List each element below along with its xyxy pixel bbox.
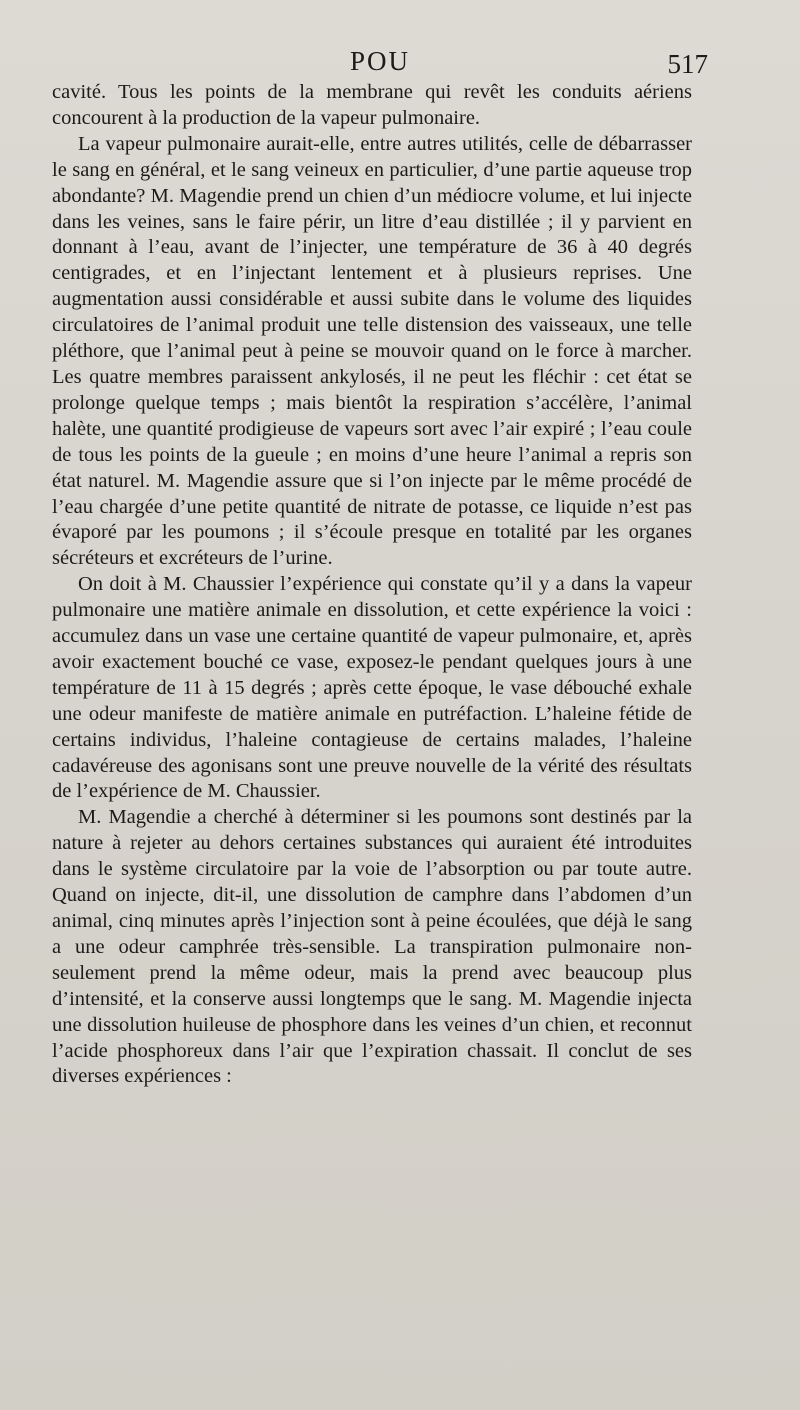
- paragraph-vapeur-pulmonaire: La vapeur pulmonaire aurait-elle, entre autres utilités, celle de débarrasser le sang en général, et le sang veineux en particulier, d’une partie aqueuse trop abondante? M. Magendie prend un chien d’un médiocre volume, et lui injecte dans les veines, sans le faire périr, un litre d’eau distillée ; il y parvient en donnant à l’eau, avant de l’injecter, une température de 36 à 40 degrés centigrades, et en l’injectant lentement et à plusieurs reprises. Une augmentation aussi considérable et aussi subite dans le volume des liquides circulatoires de l’animal produit une telle distension des vaisseaux, une telle pléthore, que l’animal peut à peine se mouvoir quand on le force à marcher. Les quatre membres paraissent ankylosés, il ne peut les fléchir : cet état se prolonge quelque temps ; mais bientôt la respiration s’accélère, l’animal halète, une quantité prodigieuse de vapeurs sort avec l’air expiré ; l’eau coule de tous les points de la gueule ; en moins d’une heure l’animal a repris son état naturel. M. Magendie assure que si l’on injecte par le même procédé de l’eau chargée d’une petite quantité de nitrate de potasse, ce liquide n’est pas évaporé par les poumons ; il s’écoule presque en totalité par les organes sécréteurs et excréteurs de l’urine.: [52, 132, 692, 570]
- page-number: 517: [667, 49, 708, 79]
- paragraph-continuation: cavité. Tous les points de la membrane qui revêt les conduits aériens concourent à la production de la vapeur pulmonaire.: [52, 81, 692, 129]
- page-header: [52, 46, 708, 82]
- running-head: POU: [349, 46, 410, 76]
- paragraph-magendie: M. Magendie a cherché à déterminer si les poumons sont destinés par la nature à rejeter au dehors certaines substances qui auraient été introduites dans le système circulatoire par la voie de l’absorption ou par toute autre. Quand on injecte, dit-il, une dissolution de camphre dans l’abdomen d’un animal, cinq minutes après l’injection sont à peine écoulées, que déjà le sang a une odeur camphrée très-sensible. La transpiration pulmonaire non-seulement prend la même odeur, mais la prend avec beaucoup plus d’intensité, et la conserve aussi longtemps que le sang. M. Magendie injecta une dissolution huileuse de phosphore dans les veines d’un chien, et reconnut l’acide phosphoreux dans l’air que l’expiration chassait. Il conclut de ses diverses expériences :: [52, 806, 692, 1088]
- paragraph-chaussier: On doit à M. Chaussier l’expérience qui constate qu’il y a dans la vapeur pulmonaire une matière animale en dissolution, et cette expérience la voici : accumulez dans un vase une certaine quantité de vapeur pulmonaire, et, après avoir exactement bouché ce vase, exposez-le pendant quelques jours à une température de 11 à 15 degrés ; après cette époque, le vase débouché exhale une odeur manifeste de matière animale en putréfaction. L’haleine fétide de certains individus, l’haleine contagieuse de certains malades, l’haleine cadavéreuse des agonisans sont une preuve nouvelle de la vérité des résultats de l’expérience de M. Chaussier.: [52, 573, 692, 803]
- body-text: [52, 80, 692, 1090]
